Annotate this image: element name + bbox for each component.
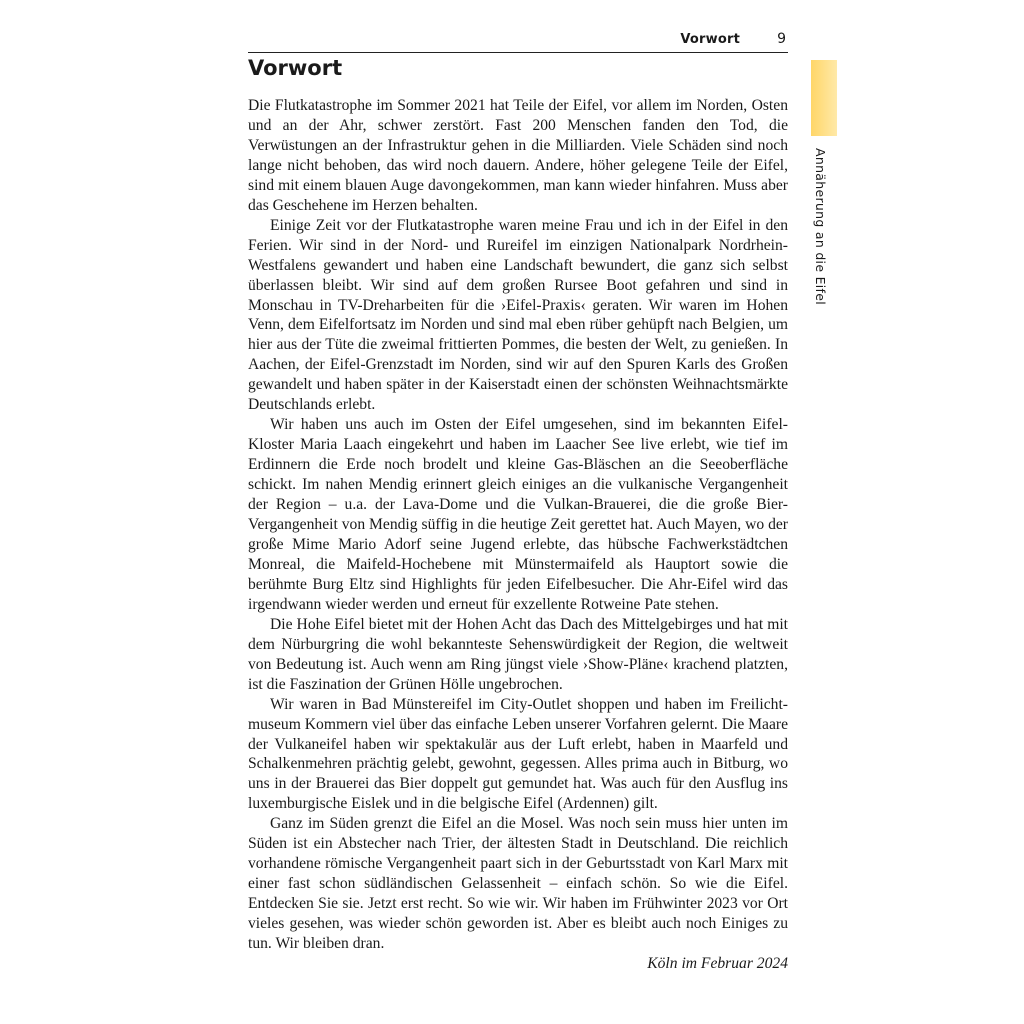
running-head xyxy=(248,30,788,53)
page-title: Vorwort xyxy=(248,56,343,80)
chapter-tab-label: Annäherung an die Eifel xyxy=(813,148,828,306)
paragraph: Wir haben uns auch im Osten der Eifel umgesehen, sind im bekannten Eifel-Kloster Maria Laach eingekehrt und haben im Laacher See live erlebt, wie tief im Erdinnern die Erde noch brodelt und kleine Gas-Bläschen an die Seeoberfläche schickt. Im nahen Mendig erinnert gleich einiges an die vulkanische Vergangenheit der Region – u.a. der Lava-Dome und die Vulkan-Brauerei, die die große Bier-Vergangenheit von Mendig süffig in die heutige Zeit gerettet hat. Auch Mayen, wo der große Mime Mario Adorf seine Jugend erlebte, das hübsche Fachwerkstädtchen Monreal, die Maifeld-Hochebene mit Münstermaifeld als Hauptort sowie die berühmte Burg Eltz sind Highlights für jeden Eifelbesucher. Die Ahr-Eifel wird das irgendwann wieder werden und erneut für exzellente Rotweine Pate stehen. xyxy=(248,416,788,613)
paragraph: Wir waren in Bad Münstereifel im City-Outlet shoppen und haben im Freilichtmuseum Kommern viel über das einfache Leben unserer Vorfahren gelernt. Die Maare der Vulkaneifel haben wir spektakulär aus der Luft erlebt, haben in Maarfeld und Schalkenmehren prächtig gelebt, gewohnt, gegessen. Alles prima auch in Bitburg, wo uns in der Brauerei das Bier doppelt gut gemundet hat. Was auch für den Ausflug ins luxemburgische Eislek und in die belgische Eifel (Ardennen) gilt. xyxy=(248,695,788,813)
page-number: 9 xyxy=(777,31,786,47)
paragraph: Die Flutkatastrophe im Sommer 2021 hat Teile der Eifel, vor allem im Norden, Osten und an der Ahr, schwer zerstört. Fast 200 Menschen fanden den Tod, die Verwüstungen an der Infrastruktur gehen in die Milliarden. Viele Schäden sind noch lange nicht behoben, das wird noch dauern. Andere, höher gelegene Teile der Eifel, sind mit einem blauen Auge davongekommen, man kann wieder hinfahren. Muss aber das Geschehene im Herzen behalten. xyxy=(248,97,788,214)
paragraph: Die Hohe Eifel bietet mit der Hohen Acht das Dach des Mittelgebirges und hat mit dem Nürburgring die wohl bekannteste Sehenswürdigkeit der Region, die weltweit von Bedeutung ist. Auch wenn am Ring jüngst viele ›Show-Pläne‹ krachend platzten, ist die Faszination der Grünen Hölle ungebrochen. xyxy=(248,615,788,693)
signature-line: Köln im Februar 2024 xyxy=(647,954,788,972)
paragraph: Ganz im Süden grenzt die Eifel an die Mosel. Was noch sein muss hier unten im Süden ist ein Abstecher nach Trier, der ältesten Stadt in Deutschland. Die reichlich vorhandene römische Vergangenheit paart sich in der Geburtsstadt von Karl Marx mit einer fast schon südländischen Gelassenheit – einfach schön. So wie die Eifel. Entdecken Sie sie. Jetzt erst recht. So wie wir. Wir haben im Frühwinter 2023 vor Ort vieles gesehen, was wieder schön geworden ist. Aber es bleibt auch noch Einiges zu tun. Wir bleiben dran. xyxy=(248,815,788,953)
running-head-section: Vorwort xyxy=(680,32,740,47)
paragraph: Einige Zeit vor der Flutkatastrophe waren meine Frau und ich in der Eifel in den Ferien. Wir sind in der Nord- und Rureifel im einzigen Nationalpark Nordrhein-Westfalens gewandert und haben eine Landschaft bewundert, die ganz sich selbst überlassen bleibt. Wir sind auf dem großen Rursee Boot gefahren und sind in Monschau in TV-Dreharbeiten für die ›Eifel-Praxis‹ geraten. Wir waren im Hohen Venn, dem Eifelfortsatz im Norden und sind mal eben rüber gehüpft nach Belgien, um hier aus der Tüte die zweimal frittierten Pommes, die besten der Welt, zu genießen. In Aachen, der Eifel-Grenzstadt im Norden, sind wir auf den Spuren Karls des Großen gewandelt und haben später in der Kaiserstadt einen der schönsten Weihnachtsmärkte Deutschlands erlebt. xyxy=(248,216,788,414)
body-text xyxy=(248,96,788,974)
chapter-tab-marker xyxy=(811,60,837,136)
